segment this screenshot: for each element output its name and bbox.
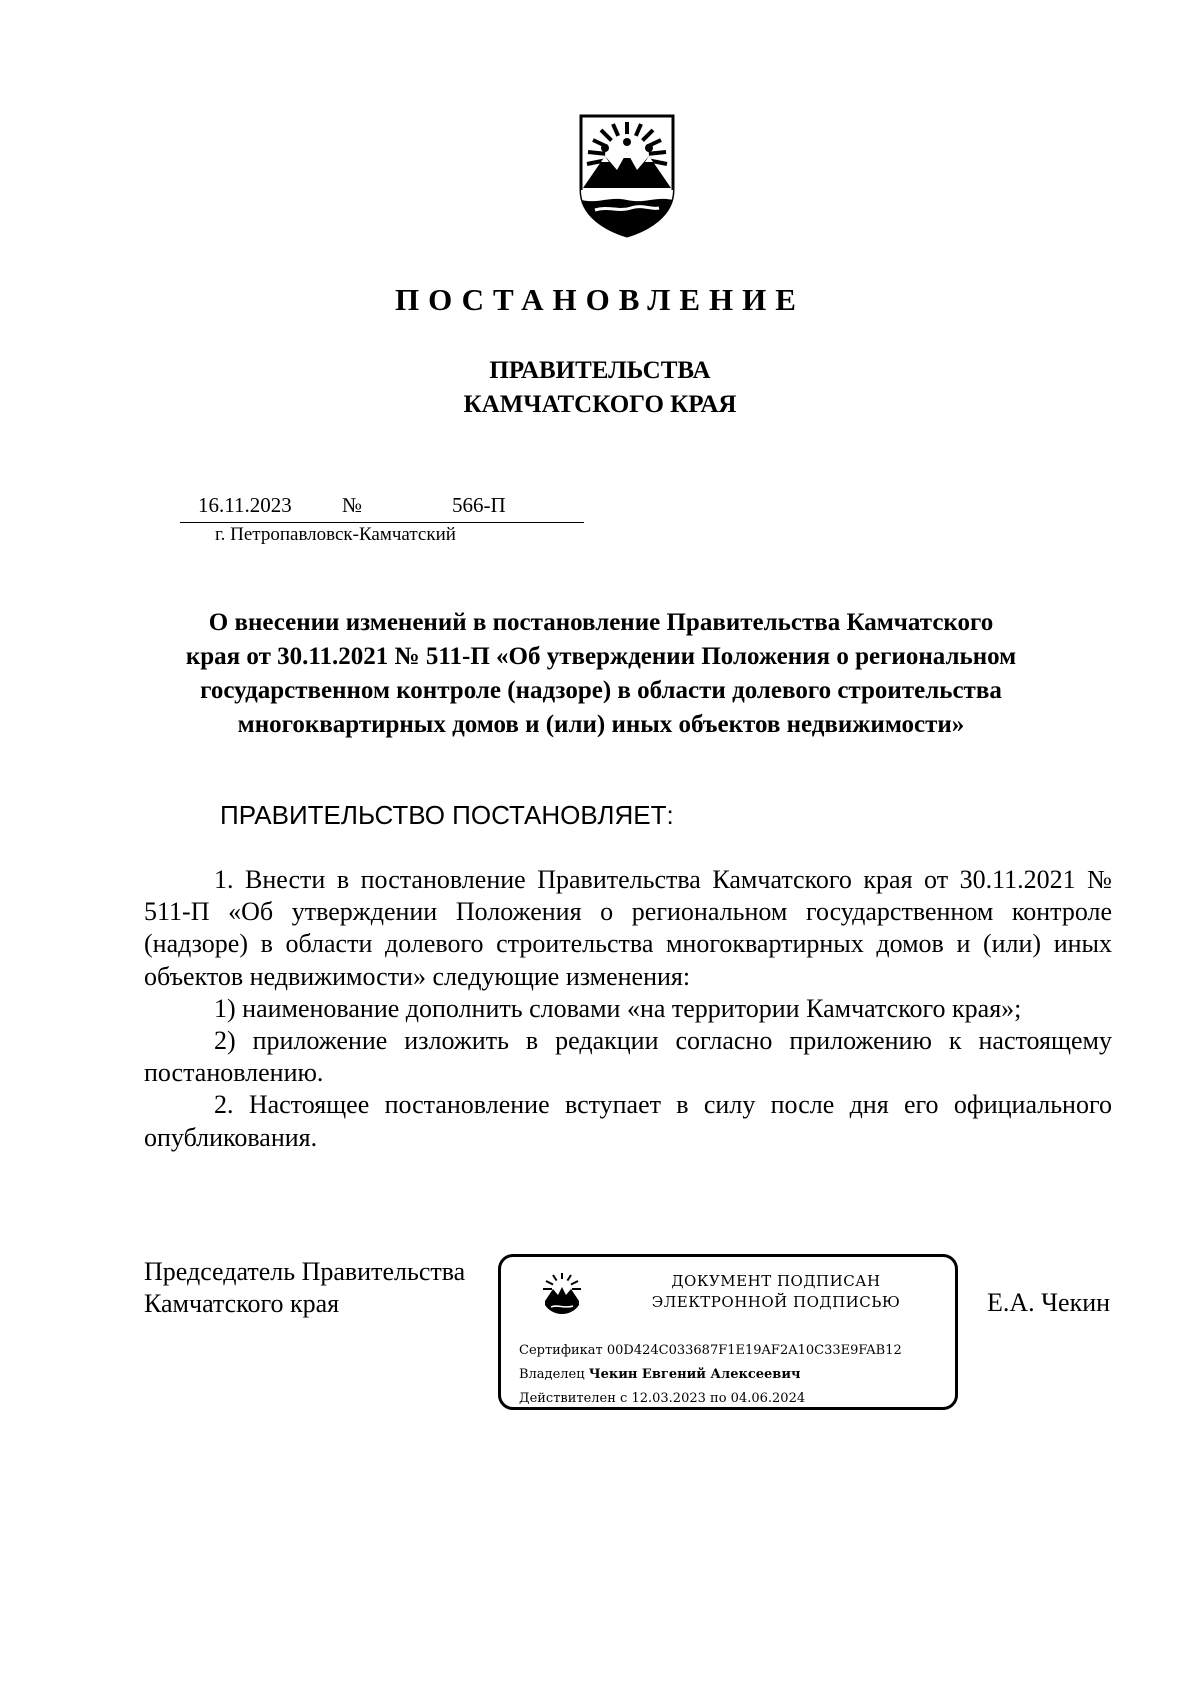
paragraph: 1) наименование дополнить словами «на территории Камчатского края»; [214, 993, 1022, 1023]
certificate-label: Сертификат [519, 1343, 603, 1358]
paragraph: 2) приложение изложить в редакции согласно приложению к настоящему постановлению. [144, 1026, 1112, 1088]
issue-place: г. Петропавловск-Камчатский [215, 524, 456, 545]
valid-from-date: 12.03.2023 [631, 1391, 706, 1406]
issuing-authority [0, 354, 1200, 422]
document-type-heading: ПОСТАНОВЛЕНИЕ [395, 282, 805, 317]
coat-of-arms-icon [541, 1271, 583, 1317]
signatory-name: Е.А. Чекин [987, 1288, 1111, 1317]
validity-line [519, 1387, 902, 1411]
position-line-1: Председатель Правительства [144, 1257, 466, 1286]
authority-line-1: ПРАВИТЕЛЬСТВА [489, 357, 711, 384]
document-date: 16.11.2023 [198, 493, 292, 517]
valid-to-label: по [710, 1391, 727, 1406]
document-title [130, 606, 1072, 742]
owner-value: Чекин Евгений Алексеевич [588, 1367, 801, 1382]
signatory-position [144, 1256, 465, 1320]
stamp-header-line-1: ДОКУМЕНТ ПОДПИСАН [671, 1272, 881, 1290]
date-number-line [180, 492, 584, 523]
owner-line [519, 1363, 902, 1387]
title-line: многоквартирных домов и (или) иных объектов недвижимости» [237, 711, 965, 738]
number-sign: № [342, 493, 363, 517]
title-line: края от 30.11.2021 № 511-П «Об утверждении Положения о региональном [185, 643, 1017, 670]
owner-label: Владелец [519, 1367, 585, 1382]
position-line-2: Камчатского края [144, 1289, 340, 1318]
decree-statement: ПРАВИТЕЛЬСТВО ПОСТАНОВЛЯЕТ: [220, 800, 674, 830]
electronic-signature-stamp [498, 1254, 958, 1410]
certificate-value: 00D424C033687F1E19AF2A10C33E9FAB12 [606, 1343, 902, 1358]
stamp-details [519, 1339, 902, 1411]
paragraph: 2. Настоящее постановление вступает в силу после дня его официального опубликования. [144, 1090, 1112, 1152]
stamp-header [611, 1271, 941, 1313]
coat-of-arms-emblem [575, 112, 679, 238]
stamp-header-line-2: ЭЛЕКТРОННОЙ ПОДПИСЬЮ [651, 1293, 901, 1311]
document-body [144, 864, 1112, 1154]
title-line: О внесении изменений в постановление Правительства Камчатского [208, 609, 994, 636]
title-line: государственном контроле (надзоре) в области долевого строительства [200, 677, 1002, 704]
valid-from-label: Действителен с [519, 1391, 628, 1406]
valid-to-date: 04.06.2024 [730, 1391, 806, 1406]
document-number: 566-П [452, 493, 506, 517]
paragraph: 1. Внести в постановление Правительства Камчатского края от 30.11.2021 № 511-П «Об утверждении Положения о региональном государственном контроле (надзоре) в области долевого строительства многоквартирных домов и (или) иных объектов недвижимости» следующие изменения: [144, 865, 1112, 991]
certificate-line [519, 1339, 902, 1363]
authority-line-2: КАМЧАТСКОГО КРАЯ [463, 391, 737, 418]
